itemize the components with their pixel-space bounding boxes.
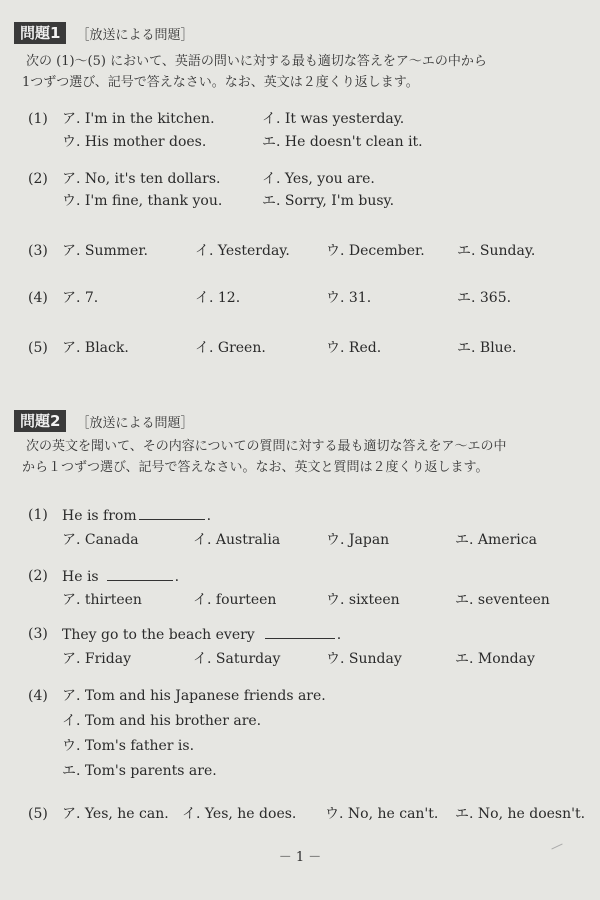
s2-q4-option-d: エ. Tom's parents are.: [62, 763, 217, 779]
s1-q4-option-d: エ. 365.: [457, 290, 512, 306]
s1-q3-option-a: ア. Summer.: [62, 243, 148, 259]
section2-badge: 問題2: [14, 410, 66, 432]
s1-q1-line1: [0, 109, 600, 129]
s2-q2-number: (2): [28, 568, 48, 584]
s2-q1-stem: [0, 505, 600, 525]
s2-q2-option-a: ア. thirteen: [62, 592, 142, 608]
s2-q3-option-c: ウ. Sunday: [326, 651, 402, 667]
s1-q4-number: (4): [28, 290, 48, 306]
s1-q1-option-b: イ. It was yesterday.: [262, 111, 405, 127]
s2-q5-option-d: エ. No, he doesn't.: [455, 806, 586, 822]
section1-instruction-line2: 1つずつ選び、記号で答えなさい。なお、英文は２度くり返します。: [22, 75, 419, 90]
s2-q4-line4: [0, 761, 600, 781]
s1-q5-option-b: イ. Green.: [195, 340, 266, 356]
s2-q5: [0, 804, 600, 824]
section1-badge: 問題1: [14, 22, 66, 44]
s2-q5-option-b: イ. Yes, he does.: [182, 806, 297, 822]
s1-q5-option-a: ア. Black.: [62, 340, 129, 356]
section1-instruction-line1: 次の (1)～(5) において、英語の問いに対する最も適切な答えをア～エの中から: [26, 54, 487, 69]
s1-q1-option-d: エ. He doesn't clean it.: [262, 134, 423, 150]
s1-q4-option-c: ウ. 31.: [326, 290, 372, 306]
s1-q5-option-c: ウ. Red.: [326, 340, 382, 356]
s1-q3-option-d: エ. Sunday.: [457, 243, 536, 259]
s2-q4-line2: [0, 711, 600, 731]
s1-q1-number: (1): [28, 111, 48, 127]
s1-q3-option-c: ウ. December.: [326, 243, 425, 259]
section2-instruction-line1: 次の英文を聞いて、その内容についての質問に対する最も適切な答えをア～エの中: [26, 439, 507, 454]
s1-q3-option-b: イ. Yesterday.: [195, 243, 290, 259]
s2-q5-number: (5): [28, 806, 48, 822]
s1-q1-line2: [0, 132, 600, 152]
s1-q5: [0, 338, 600, 358]
s1-q1-option-a: ア. I'm in the kitchen.: [62, 111, 215, 127]
s1-q4-option-b: イ. 12.: [195, 290, 241, 306]
s2-q1-number: (1): [28, 507, 48, 523]
s2-q1-stem-end: .: [206, 508, 212, 524]
s2-q1-blank: [139, 505, 205, 520]
s1-q4: [0, 288, 600, 308]
section2-header: [14, 410, 193, 432]
s2-q1-option-c: ウ. Japan: [326, 532, 390, 548]
s1-q2-option-b: イ. Yes, you are.: [262, 171, 375, 187]
section2-subtitle: ［放送による問題］: [76, 415, 194, 431]
s2-q5-option-a: ア. Yes, he can.: [62, 806, 169, 822]
s2-q3-blank: [265, 624, 335, 639]
s2-q3-option-b: イ. Saturday: [193, 651, 281, 667]
s1-q2-number: (2): [28, 171, 48, 187]
s1-q4-option-a: ア. 7.: [62, 290, 99, 306]
s2-q1-options: [0, 530, 600, 550]
s2-q1-option-a: ア. Canada: [62, 532, 139, 548]
s2-q1-option-d: エ. America: [455, 532, 537, 548]
s2-q3-stem-text: They go to the beach every: [62, 627, 255, 643]
section1-instructions: [22, 51, 582, 93]
s1-q2-line2: [0, 191, 600, 211]
s2-q3-question: [62, 624, 341, 645]
s2-q3-options: [0, 649, 600, 669]
s2-q3-number: (3): [28, 626, 48, 642]
s2-q5-option-c: ウ. No, he can't.: [325, 806, 439, 822]
s2-q2-option-c: ウ. sixteen: [326, 592, 400, 608]
s1-q2-line1: [0, 169, 600, 189]
s2-q2-option-b: イ. fourteen: [193, 592, 277, 608]
s2-q1-option-b: イ. Australia: [193, 532, 281, 548]
s1-q5-number: (5): [28, 340, 48, 356]
s1-q1-option-c: ウ. His mother does.: [62, 134, 207, 150]
section1-header: [14, 22, 193, 44]
s1-q2-option-c: ウ. I'm fine, thank you.: [62, 193, 223, 209]
s2-q1-question: [62, 505, 211, 526]
section1-subtitle: ［放送による問題］: [76, 27, 194, 43]
s2-q2-question: [62, 566, 179, 587]
s1-q2-option-a: ア. No, it's ten dollars.: [62, 171, 221, 187]
page-number: － 1 －: [278, 850, 322, 865]
s2-q4-option-c: ウ. Tom's father is.: [62, 738, 195, 754]
s2-q2-options: [0, 590, 600, 610]
s2-q4-option-b: イ. Tom and his brother are.: [62, 713, 262, 729]
section2-instruction-line2: から１つずつ選び、記号で答えなさい。なお、英文と質問は２度くり返します。: [22, 460, 489, 475]
s2-q3-option-d: エ. Monday: [455, 651, 535, 667]
s2-q2-stem-text: He is: [62, 569, 99, 585]
s2-q3-option-a: ア. Friday: [62, 651, 132, 667]
s2-q4-number: (4): [28, 688, 48, 704]
s2-q2-option-d: エ. seventeen: [455, 592, 550, 608]
s1-q3-number: (3): [28, 243, 48, 259]
s2-q4-line3: [0, 736, 600, 756]
s2-q2-blank: [107, 566, 173, 581]
s2-q2-stem: [0, 566, 600, 586]
s2-q4-option-a: ア. Tom and his Japanese friends are.: [62, 688, 326, 704]
s2-q4-line1: [0, 686, 600, 706]
s1-q5-option-d: エ. Blue.: [457, 340, 517, 356]
s2-q3-stem-end: .: [336, 627, 342, 643]
s2-q1-stem-text: He is from: [62, 508, 137, 524]
s2-q2-stem-end: .: [174, 569, 180, 585]
s2-q3-stem: [0, 624, 600, 644]
section2-instructions: [22, 436, 582, 478]
s1-q2-option-d: エ. Sorry, I'm busy.: [262, 193, 395, 209]
s1-q3: [0, 241, 600, 261]
